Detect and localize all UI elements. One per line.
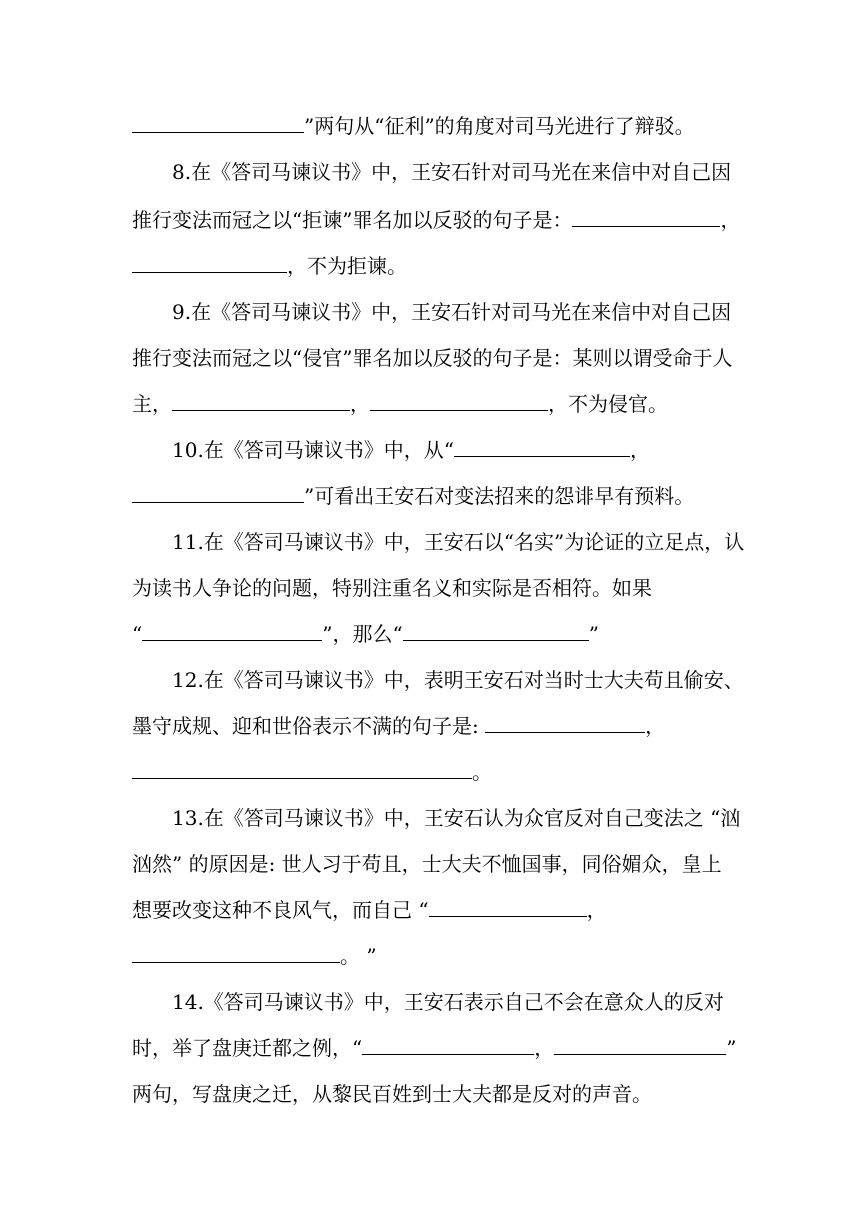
text-line xyxy=(132,113,732,139)
line-text: ”两句从“征利”的角度对司马光进行了辩驳。 xyxy=(304,114,695,138)
question-14-line-3 xyxy=(132,1081,732,1107)
line-text: 。 ” xyxy=(340,944,377,968)
answer-blank[interactable] xyxy=(554,1036,726,1055)
line-text: “ xyxy=(132,622,143,646)
question-14-line-1 xyxy=(172,989,772,1015)
answer-blank[interactable] xyxy=(132,760,472,779)
line-text: 时，举了盘庚迁都之例，“ xyxy=(132,1036,363,1060)
question-11-line-2 xyxy=(132,575,732,601)
question-9-line-3 xyxy=(132,391,732,417)
question-12-line-3 xyxy=(132,759,732,785)
line-text: 推行变法而冠之以“拒谏”罪名加以反驳的句子是： xyxy=(132,208,573,232)
separator-text: ， xyxy=(645,714,666,738)
question-10-line-1 xyxy=(172,437,772,463)
separator-text: ， xyxy=(586,898,607,922)
line-text: 12.在《答司马谏议书》中，表明王安石对当时士大夫苟且偷安、 xyxy=(172,668,744,692)
answer-blank[interactable] xyxy=(132,254,287,273)
answer-blank[interactable] xyxy=(403,622,589,641)
line-text: 想要改变这种不良风气，而自己 “ xyxy=(132,898,429,922)
question-13-line-2 xyxy=(132,851,732,877)
answer-blank[interactable] xyxy=(370,392,548,411)
line-text: 13.在《答司马谏议书》中，王安石认为众官反对自己变法之 “汹 xyxy=(172,806,741,830)
line-text: 推行变法而冠之以“侵官”罪名加以反驳的句子是：某则以谓受命于人 xyxy=(132,346,733,370)
answer-blank[interactable] xyxy=(429,898,587,917)
line-text: ，不为侵官。 xyxy=(548,392,668,416)
separator-text: ， xyxy=(720,208,741,232)
question-12-line-1 xyxy=(172,667,772,693)
answer-blank[interactable] xyxy=(362,1036,534,1055)
answer-blank[interactable] xyxy=(132,484,304,503)
answer-blank[interactable] xyxy=(454,438,630,457)
line-text: ” xyxy=(588,622,599,646)
question-8-line-1 xyxy=(172,159,772,185)
question-13-line-3 xyxy=(132,897,732,923)
line-text: 11.在《答司马谏议书》中，王安石以“名实”为论证的立足点，认 xyxy=(172,530,745,554)
question-13-line-1 xyxy=(172,805,772,831)
answer-blank[interactable] xyxy=(142,622,322,641)
separator-text: ， xyxy=(350,392,370,416)
line-text: 14.《答司马谏议书》中，王安石表示自己不会在意众人的反对 xyxy=(172,990,724,1014)
separator-text: ， xyxy=(630,438,651,462)
line-text: 。 xyxy=(472,760,492,784)
question-11-line-3 xyxy=(132,621,732,647)
question-9-line-2 xyxy=(132,345,732,371)
answer-blank[interactable] xyxy=(172,392,350,411)
line-text: ” xyxy=(726,1036,737,1060)
line-text: 墨守成规、迎和世俗表示不满的句子是: xyxy=(132,714,486,738)
question-14-line-2 xyxy=(132,1035,737,1061)
question-12-line-2 xyxy=(132,713,732,739)
line-text: 9.在《答司马谏议书》中，王安石针对司马光在来信中对自己因 xyxy=(172,300,732,324)
line-text: ”，那么“ xyxy=(322,622,403,646)
line-text: ”可看出王安石对变法招来的怨诽早有预料。 xyxy=(304,484,695,508)
question-13-line-4 xyxy=(132,943,732,969)
question-11-line-1 xyxy=(172,529,772,555)
answer-blank[interactable] xyxy=(132,944,340,963)
line-text: ，不为拒谏。 xyxy=(287,254,407,278)
line-text: 为读书人争论的问题，特别注重名义和实际是否相符。如果 xyxy=(132,576,652,600)
question-10-line-2 xyxy=(132,483,732,509)
answer-blank[interactable] xyxy=(572,208,720,227)
line-text: 汹然” 的原因是: 世人习于苟且，士大夫不恤国事，同俗媚众，皇上 xyxy=(132,852,722,876)
line-text: 8.在《答司马谏议书》中，王安石针对司马光在来信中对自己因 xyxy=(172,160,732,184)
line-text: 10.在《答司马谏议书》中，从“ xyxy=(172,438,455,462)
question-9-line-1 xyxy=(172,299,772,325)
line-text: 两句，写盘庚之迁，从黎民百姓到士大夫都是反对的声音。 xyxy=(132,1082,652,1106)
question-8-line-3 xyxy=(132,253,732,279)
answer-blank[interactable] xyxy=(132,114,304,133)
answer-blank[interactable] xyxy=(485,714,645,733)
line-text: 主， xyxy=(132,392,172,416)
question-8-line-2 xyxy=(132,207,741,233)
separator-text: ， xyxy=(534,1036,555,1060)
